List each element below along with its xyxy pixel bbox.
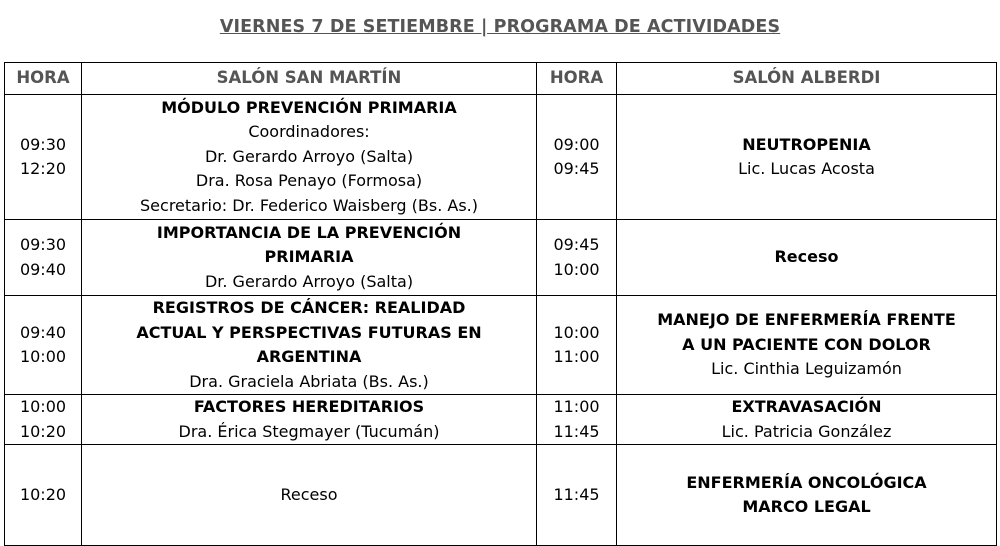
end-time: 10:00 xyxy=(19,347,67,366)
session-cell xyxy=(617,445,997,546)
table-row xyxy=(5,296,997,395)
table-row xyxy=(5,445,997,546)
session-title: MARCO LEGAL xyxy=(742,497,871,516)
start-time: 11:45 xyxy=(553,484,600,504)
column-header-hora-2: HORA xyxy=(537,63,617,95)
session-cell xyxy=(617,95,997,220)
schedule-table xyxy=(4,62,997,546)
start-time: 09:30 xyxy=(19,235,67,254)
session-detail: Lic. Patricia González xyxy=(721,421,892,441)
start-time: 09:30 xyxy=(19,134,67,154)
time-cell xyxy=(5,395,82,445)
table-header-row xyxy=(5,63,997,95)
time-cell xyxy=(537,296,617,395)
session-title: IMPORTANCIA DE LA PREVENCIÓN xyxy=(156,222,462,242)
session-title: ARGENTINA xyxy=(256,347,362,366)
session-cell xyxy=(82,445,537,546)
session-title: NEUTROPENIA xyxy=(742,134,871,154)
session-title: EXTRAVASACIÓN xyxy=(731,397,882,416)
time-cell xyxy=(5,95,82,220)
table-row xyxy=(5,220,997,296)
end-time: 09:40 xyxy=(19,259,67,279)
time-cell xyxy=(537,445,617,546)
session-title: ACTUAL Y PERSPECTIVAS FUTURAS EN xyxy=(136,322,482,342)
start-time: 11:00 xyxy=(553,397,600,416)
start-time: 09:45 xyxy=(553,235,600,254)
end-time: 10:00 xyxy=(553,259,600,279)
session-detail: Dra. Graciela Abriata (Bs. As.) xyxy=(189,371,429,391)
end-time: 12:20 xyxy=(19,159,67,178)
session-cell xyxy=(617,220,997,296)
session-cell xyxy=(82,220,537,296)
session-cell xyxy=(617,395,997,445)
session-title: ENFERMERÍA ONCOLÓGICA xyxy=(686,472,927,492)
start-time: 10:20 xyxy=(19,484,67,504)
session-cell xyxy=(82,395,537,445)
start-time: 10:00 xyxy=(553,322,600,342)
session-detail: Secretario: Dr. Federico Waisberg (Bs. As.) xyxy=(140,195,478,215)
session-title: Receso xyxy=(774,247,839,267)
start-time: 10:00 xyxy=(19,397,67,416)
time-cell xyxy=(5,296,82,395)
time-cell xyxy=(5,445,82,546)
session-title: PRIMARIA xyxy=(264,247,354,267)
session-cell xyxy=(82,95,537,220)
start-time: 09:40 xyxy=(19,322,67,342)
session-detail: Lic. Lucas Acosta xyxy=(738,159,875,178)
end-time: 11:45 xyxy=(553,421,600,441)
table-row xyxy=(5,95,997,220)
session-title: REGISTROS DE CÁNCER: REALIDAD xyxy=(152,298,466,317)
session-title: A UN PACIENTE CON DOLOR xyxy=(682,334,931,354)
session-title: MÓDULO PREVENCIÓN PRIMARIA xyxy=(161,97,457,117)
session-detail: Coordinadores: xyxy=(248,122,370,142)
session-cell xyxy=(617,296,997,395)
session-detail: Receso xyxy=(280,484,338,504)
session-title: FACTORES HEREDITARIOS xyxy=(193,397,425,416)
end-time: 10:20 xyxy=(19,421,67,441)
page-title: VIERNES 7 DE SETIEMBRE | PROGRAMA DE ACTIVIDADES xyxy=(219,17,781,37)
end-time: 09:45 xyxy=(553,159,600,178)
session-detail: Lic. Cinthia Leguizamón xyxy=(711,359,902,379)
session-detail: Dra. Érica Stegmayer (Tucumán) xyxy=(178,421,440,441)
session-detail: Dra. Rosa Penayo (Formosa) xyxy=(195,171,423,191)
session-detail: Dr. Gerardo Arroyo (Salta) xyxy=(204,146,414,166)
session-detail: Dr. Gerardo Arroyo (Salta) xyxy=(204,271,414,291)
end-time: 11:00 xyxy=(553,347,600,366)
time-cell xyxy=(5,220,82,296)
column-header-hora: HORA xyxy=(5,63,82,95)
column-header-salon-alberdi: SALÓN ALBERDI xyxy=(617,63,997,95)
time-cell xyxy=(537,395,617,445)
column-header-salon-san-martin: SALÓN SAN MARTÍN xyxy=(82,63,537,95)
time-cell xyxy=(537,95,617,220)
start-time: 09:00 xyxy=(553,134,600,154)
time-cell xyxy=(537,220,617,296)
table-row xyxy=(5,395,997,445)
session-cell xyxy=(82,296,537,395)
session-title: MANEJO DE ENFERMERÍA FRENTE xyxy=(657,310,956,330)
